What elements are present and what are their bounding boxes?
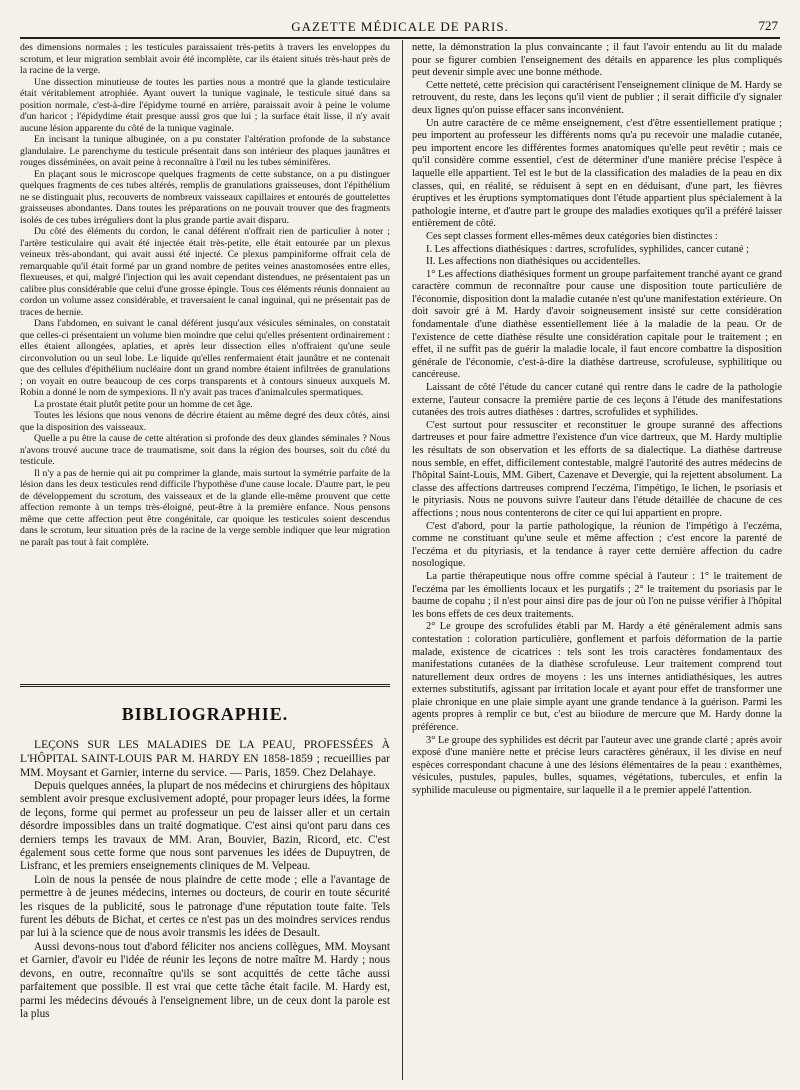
column-divider <box>402 40 403 1080</box>
page-header <box>0 0 800 40</box>
paragraph: Du côté des éléments du cordon, le canal déférent n'offrait rien de particulier à noter ; l'artère testiculaire qui avait été injectée était très-petite, elle était entourée par un plexus veineux très-abondant, qui avait aussi été injecté. Ce plexus pampiniforme offrait cela de remarquable qu'il était formé par un grand nombre de petites veines anastomosées entre elles, flexueuses, et qui, malgré l'injection qui les avait cependant distendues, ne présentaient pas un calibre plus considérable que celui d'une grosse épingle. Tous ces éléments réunis donnaient au cordon un volume assez considérable, et traversaient le canal inguinal, qui ne présentait pas de traces de hernie. <box>20 226 390 318</box>
paragraph: La partie thérapeutique nous offre comme spécial à l'auteur : 1° le traitement de l'eczéma par les émollients locaux et les purgatifs ; 2° le traitement du psoriasis par le baume de copahu ; il n'est pour ainsi dire pas de jour où l'on ne puisse vérifier à l'hôpital les bons effets de ces deux traitements. <box>412 570 782 620</box>
paragraph: Un autre caractère de ce même enseignement, c'est d'être essentiellement pratique ; peu importent au professeur les différents noms qu'a pu recevoir une maladie cutanée, peu importent encore les différentes formes anatomiques qu'elle peut revêtir ; mais ce qu'il considère comme essentiel, c'est de déterminer d'une manière précise l'espèce à laquelle elle appartient. Tel est le but de la classification des maladies de la peau en dix classes, qui, en réalité, se réduisent à sept en en déduisant, d'une part, les fièvres éruptives et les éruptions symptomatiques dont l'étude appartient plus spécialement à la pathologie interne, et d'autre part le groupe des maladies exotiques qu'il a préféré laisser entièrement de côté. <box>412 117 782 230</box>
paragraph: En incisant la tunique albuginée, on a pu constater l'altération profonde de la substance glandulaire. Le parenchyme du testicule présentait dans son intérieur des plaques jaunâtres et rouges disséminées, on avait peine à reconnaître à l'œil nu les tubes séminifères. <box>20 134 390 168</box>
paragraph: La prostate était plutôt petite pour un homme de cet âge. <box>34 398 253 410</box>
paragraph: Depuis quelques années, la plupart de nos médecins et chirurgiens des hôpitaux semblent avoir presque exclusivement adopté, pour propager leurs idées, la forme de leçons, forme qui permet au professeur un peu de laisser aller et un certain désordre impossibles dans un traité dogmatique. C'est ainsi qu'ont paru dans ces derniers temps les travaux de MM. Aran, Bouvier, Bazin, Ricord, etc. C'est également sous cette forme que nous sont parvenues les idées de Dupuytren, de Lisfranc, et les premiers enseignements cliniques de M. Velpeau. <box>20 780 390 873</box>
paragraph: C'est surtout pour ressusciter et reconstituer le groupe suranné des affections dartreuses et pour faire admettre l'existence d'un vice dartreux, que M. Hardy multiplie les résultats de son observation et les efforts de sa dialectique. La diathèse dartreuse nous semble, en effet, difficilement contestable, malgré l'autorité des autres médecins de l'hôpital Saint-Louis, MM. Gibert, Cazenave et Devergie, qui la rejettent absolument. La classe des affections dartreuses comprend l'eczéma, l'impétigo, le lichen, le psoriasis et le pityriasis. Nous ne pouvons suivre l'auteur dans l'étude détaillée de chacune de ces affections ; nous nous contenterons de citer ce qui lui appartient en propre. <box>412 419 782 519</box>
list-item: II. Les affections non diathésiques ou accidentelles. <box>426 256 641 268</box>
paragraph: des dimensions normales ; les testicules paraissaient très-petits à travers les enveloppes du scrotum, et leur migration semblait avoir été incomplète, car ils étaient situés très-haut près de la racine de la verge. <box>20 42 390 76</box>
paragraph: Quelle a pu être la cause de cette altération si profonde des deux glandes séminales ? Nous n'avons trouvé aucune trace de traumatisme, soit dans la région des bourses, soit du côté du testicule. <box>20 433 390 467</box>
bibliography-article <box>20 738 390 1078</box>
book-details: recueillies par MM. Moysant et Garnier, interne du service. — Paris, 1859. Chez Delahaye. <box>20 752 390 779</box>
paragraph: Ces sept classes forment elles-mêmes deux catégories bien distinctes : <box>426 230 718 242</box>
paragraph: En plaçant sous le microscope quelques fragments de cette substance, on a pu distinguer quelques fragments de ces tubes altérés, remplis de granulations graisseuses, dont l'épithélium ne se distinguait plus, recouverts de nombreux vaisseaux capillaires et entourés de gouttelettes graisseuses abondantes. Dans toutes les préparations on ne pouvait trouver que des fragments isolés de ces tubes irréguliers dont la plus grande partie avait disparu. <box>20 168 390 226</box>
left-column-article <box>20 42 390 682</box>
list-item: I. Les affections diathésiques : dartres, scrofulides, syphilides, cancer cutané ; <box>426 243 749 255</box>
right-column-article <box>412 42 782 1080</box>
paragraph: Il n'y a pas de hernie qui ait pu comprimer la glande, mais surtout la symétrie parfaite de la lésion dans les deux testicules rend difficile l'hypothèse d'une cause locale. D'autre part, le peu de développement du scrotum, des vaisseaux et de la glande elle-même prouvent que cette affection remonte à un temps très-éloigné, peut-être à la première enfance. Nous pensons même que cette affection peut être congénitale, car quoique les testicules soient descendus dans le scrotum, leur situation près de la racine de la verge semble indiquer que leur migration ne paraît pas tout à fait complète. <box>20 467 390 548</box>
paragraph: Laissant de côté l'étude du cancer cutané qui rentre dans le cadre de la pathologie externe, l'auteur consacre la première partie de ces leçons à l'étude des manifestations cutanées des trois autres diathèses : dartres, scrofulides et syphilides. <box>412 382 782 419</box>
paragraph: 1° Les affections diathésiques forment un groupe parfaitement tranché ayant ce grand caractère commun de reconnaître pour cause une disposition toute particulière de l'économie, disposition dont la maladie cutanée n'est qu'une manifestation extérieure. On doit savoir gré à M. Hardy d'avoir soigneusement insisté sur cette considération fondamentale d'une diathèse essentiellement liée à la maladie de la peau. Or de l'existence de cette diathèse résulte une considération capitale pour le traitement ; en effet, il ne suffit pas de guérir la maladie locale, il faut encore combattre la disposition générale de l'économie, c'est-à-dire la diathèse dartreuse, scrofuleuse, syphilitique ou cancéreuse. <box>412 268 782 381</box>
book-reference <box>20 738 390 780</box>
paragraph: Aussi devons-nous tout d'abord féliciter nos anciens collègues, MM. Moysant et Garnier, d'avoir eu l'idée de réunir les leçons de notre maître M. Hardy ; nous devons, en outre, reconnaître qu'ils se sont acquittés de cette tâche aussi parfaitement que possible. Il est vrai que cette tâche était facile. M. Hardy est, parmi les médecins dévoués à l'enseignement libre, un de ceux dont la parole est la plus <box>20 940 390 1020</box>
paragraph: Cette netteté, cette précision qui caractérisent l'enseignement clinique de M. Hardy se retrouvent, du reste, dans les leçons qu'il vient de publier ; il serait difficile d'y signaler deux lignes qu'on puisse effacer sans inconvénient. <box>412 79 782 116</box>
section-title: BIBLIOGRAPHIE. <box>121 704 289 724</box>
paragraph: C'est d'abord, pour la partie pathologique, la réunion de l'impétigo à l'eczéma, comme ne constituant qu'une seule et même affection ; c'est encore la parenté de l'eczéma et du pityriasis, et la tendance à rayer cette dernière affection du cadre nosologique. <box>412 520 782 570</box>
page-number: 727 <box>758 18 778 33</box>
paragraph: Une dissection minutieuse de toutes les parties nous a montré que la glande testiculaire était véritablement atrophiée. Ayant ouvert la tunique vaginale, le testicule situé dans sa position normale, c'est-à-dire l'épidyme tourné en arrière, paraissait avoir à peine le volume d'un haricot ; l'épidydime était presque aussi gros que lui ; la surface était lisse, il n'y avait aucune lésion apparente du côté de la tunique vaginale. <box>20 76 390 134</box>
journal-title: GAZETTE MÉDICALE DE PARIS. <box>291 19 509 34</box>
paragraph: Dans l'abdomen, en suivant le canal déférent jusqu'aux vésicules séminales, on constatait que celles-ci présentaient un volume bien moindre que celui qu'elles présentent ordinairement : elles étaient allongées, aplaties, et après leur dissection elles n'offraient qu'une seule circonvolution ou un seul lobe. Le liquide qu'elles renfermaient était jaunâtre et ne contenait que des cellules d'épithélium nucléaire dont un grand nombre étaient infiltrées de granulations ; on voyait en outre beaucoup de ces corps transparents et à contours sinueux auxquels M. Robin a donné le nom de sympexions. Il n'y avait pas traces d'animalcules spermatiques. <box>20 318 390 398</box>
header-rule <box>20 37 780 39</box>
section-rule <box>20 684 390 687</box>
paragraph: 2° Le groupe des scrofulides établi par M. Hardy a été généralement admis sans contestation : coloration particulière, gonflement et parfois déformation de la partie malade, existence de cicatrices : tels sont les trois caractères fondamentaux des manifestations cutanées de la diathèse scrofuleuse. Leur traitement comprend tout naturellement deux ordres de moyens : les uns internes antidiathésiques, les autres externes substitutifs, agissant par irritation locale et ayant pour effet de transformer une plaie chronique en une plaie simple ayant une grande tendance à la guérison. Parmi les agents propres à remplir ce but, c'est au biiodure de mercure que M. Hardy donne la préférence. <box>412 621 782 734</box>
book-title: LEÇONS SUR LES MALADIES DE LA PEAU, PROFESSÉES À L'HÔPITAL SAINT-LOUIS PAR M. HARDY EN 1858-1859 ; <box>20 738 390 765</box>
paragraph: nette, la démonstration la plus convaincante ; il faut l'avoir entendu au lit du malade pour se figurer combien l'enseignement des détails en apparence les plus compliqués peut devenir simple avec une bonne méthode. <box>412 42 782 79</box>
paragraph: 3° Le groupe des syphilides est décrit par l'auteur avec une grande clarté ; après avoir exposé d'une manière nette et précise leurs caractères généraux, il les divise en neuf espèces correspondant chacune à une des lésions élémentaires de la peau : exanthèmes, vésicules, pustules, papules, bulles, squames, végétations, tubercules, et enfin la syphilide maculeuse ou pigmentaire, sur laquelle il a le premier appelé l'attention. <box>412 734 782 797</box>
paragraph: Toutes les lésions que nous venons de décrire étaient au même degré des deux côtés, ainsi que la disposition des vaisseaux. <box>20 410 390 433</box>
paragraph: Loin de nous la pensée de nous plaindre de cette mode ; elle a l'avantage de permettre à de jeunes médecins, internes ou docteurs, de courir en toute sécurité les risques de la publicité, sous le patronage d'une réputation toute faite. Tels furent les débuts de Bichat, et certes ce n'est pas un des moindres services rendus par lui à la science que de nous avoir transmis les idées de Desault. <box>20 873 390 940</box>
